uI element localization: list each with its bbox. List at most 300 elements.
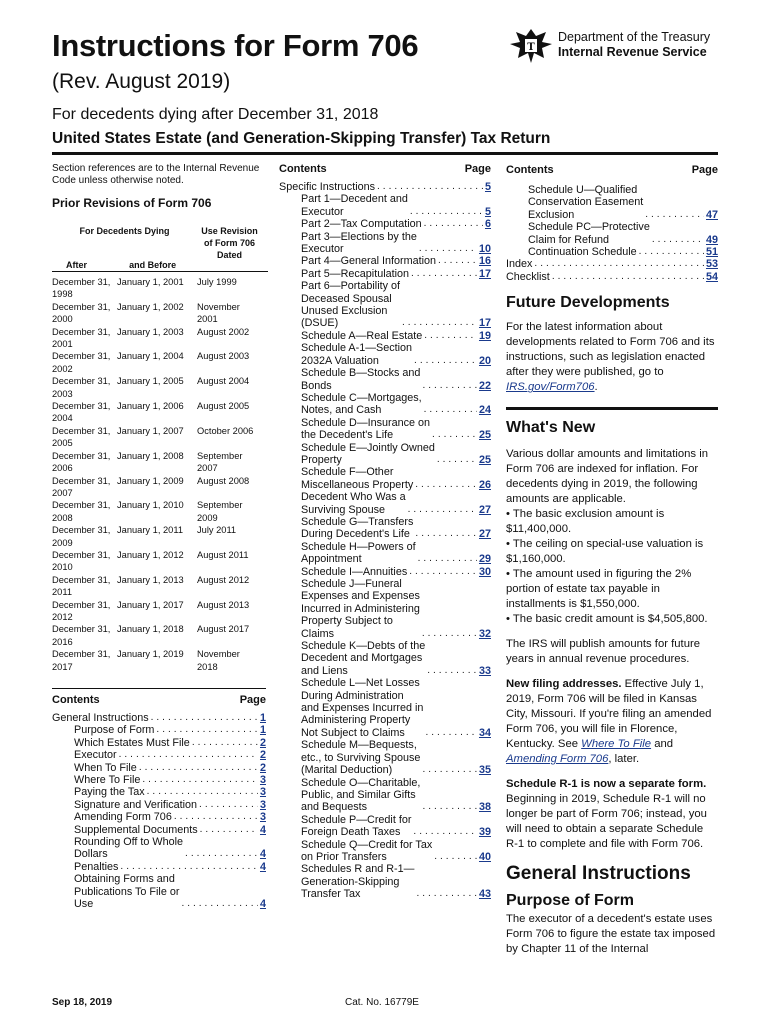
leader-dots <box>427 665 477 677</box>
leader-dots <box>415 528 477 540</box>
cell-before: January 1, 2001 <box>117 277 184 287</box>
toc-page-link[interactable]: 27 <box>478 528 491 541</box>
table-row <box>52 276 268 301</box>
toc-entry-label: Specific Instructions <box>279 181 376 193</box>
toc-entry[interactable] <box>506 221 718 246</box>
toc-entry[interactable] <box>279 491 491 516</box>
leader-dots <box>552 271 704 283</box>
table-row <box>52 574 268 599</box>
toc-entry-label: Schedule D—Insurance on the Decedent's Life <box>301 416 431 442</box>
toc-page-link[interactable]: 51 <box>705 246 718 259</box>
leader-dots <box>151 712 258 724</box>
toc-entry[interactable] <box>52 724 266 736</box>
cell-before: January 1, 2006 <box>117 401 184 412</box>
toc-entry-label: Schedule P—Credit for Foreign Death Taxes <box>301 813 412 839</box>
toc3-page-label: Page <box>691 164 718 176</box>
cell-use: October 2006 <box>197 425 254 436</box>
toc-entry-label: Supplemental Documents <box>74 823 198 836</box>
cell-after: December 31, 2008 <box>52 500 111 523</box>
toc-entry-label: Where To File <box>74 774 141 787</box>
toc-page-link[interactable]: 27 <box>478 503 491 516</box>
leader-dots <box>422 380 477 392</box>
col-before-header: and Before <box>129 260 177 270</box>
cell-after: December 31, 2017 <box>52 649 111 672</box>
toc1-contents-label: Contents <box>52 694 100 706</box>
cell-before: January 1, 2017 <box>117 599 184 610</box>
footer-date: Sep 18, 2019 <box>52 997 113 1008</box>
leader-dots <box>192 737 258 749</box>
header-rule <box>52 152 718 155</box>
form-subtitle: United States Estate (and Generation-Skipping Transfer) Tax Return <box>52 130 551 147</box>
cell-use: August 2005 <box>197 401 250 412</box>
cell-use: August 2003 <box>197 351 250 362</box>
toc-entry[interactable] <box>279 280 491 330</box>
contents-list-specific <box>279 163 491 901</box>
cell-after: December 31, 2016 <box>52 624 111 647</box>
leader-dots <box>413 826 477 838</box>
toc-entry-label: Signature and Verification <box>74 798 198 811</box>
toc-entry-label: Continuation Schedule <box>528 246 637 259</box>
cell-after: December 31, 2012 <box>52 599 111 622</box>
cell-after: December 31, 2010 <box>52 549 111 573</box>
toc-entry[interactable] <box>52 873 266 910</box>
leader-dots <box>434 851 477 863</box>
toc-entry-label: Schedule I—Annuities <box>301 565 408 578</box>
cell-after: December 31, 1998 <box>52 277 111 300</box>
toc-page-link[interactable]: 33 <box>478 664 491 677</box>
toc-page-link[interactable]: 49 <box>705 233 718 246</box>
toc-entry[interactable] <box>279 342 491 367</box>
table-row <box>52 350 268 375</box>
table-row <box>52 326 268 351</box>
toc-entry[interactable] <box>506 184 718 221</box>
cell-after: December 31, 2002 <box>52 351 111 374</box>
cell-after: December 31, 2005 <box>52 425 111 449</box>
cell-use: August 2004 <box>197 376 250 387</box>
toc-entry[interactable] <box>279 330 491 342</box>
table-row <box>52 475 268 500</box>
toc-page-link[interactable]: 6 <box>484 218 491 231</box>
toc-entry[interactable] <box>52 786 266 798</box>
cell-after: December 31, 2011 <box>52 574 111 598</box>
toc-entry[interactable] <box>52 811 266 823</box>
toc-entry[interactable] <box>506 271 718 283</box>
bullet-icon: • <box>506 538 513 551</box>
bullet-item <box>506 612 718 627</box>
whats-new-heading: What's New <box>506 419 596 437</box>
toc-entry[interactable] <box>279 392 491 417</box>
toc-entry[interactable] <box>279 578 491 640</box>
leader-dots <box>142 774 258 786</box>
bullet-text: The basic exclusion amount is $11,400,000. <box>506 508 665 536</box>
toc-page-link[interactable]: 2 <box>259 749 266 762</box>
revision-date: (Rev. August 2019) <box>52 70 231 93</box>
bullet-icon: • <box>506 613 513 626</box>
toc-entry[interactable] <box>279 566 491 578</box>
toc-page-link[interactable]: 26 <box>478 478 491 491</box>
toc-entry[interactable] <box>52 737 266 749</box>
toc-page-link[interactable]: 47 <box>705 208 718 221</box>
toc-entry-label: Part 2—Tax Computation <box>301 218 422 231</box>
toc-entry-label: Purpose of Form <box>74 724 155 737</box>
contents-list-general <box>52 694 266 911</box>
toc-entry[interactable] <box>279 466 491 491</box>
toc-entry-label: Schedule A-1—Section 2032A Valuation <box>301 342 413 367</box>
leader-dots <box>410 206 483 218</box>
toc-entry-label: Schedule PC—Protective Claim for Refund <box>528 221 650 246</box>
leader-dots <box>147 786 258 798</box>
bullet-item <box>506 567 718 612</box>
cell-before: January 1, 2011 <box>117 525 183 536</box>
cell-use: August 2012 <box>197 574 250 585</box>
toc-entry-label: Penalties <box>74 860 119 873</box>
leader-dots <box>411 268 477 280</box>
toc-entry-label: Rounding Off to Whole Dollars <box>74 836 184 861</box>
cell-use: August 2008 <box>197 475 250 486</box>
toc-page-link[interactable]: 3 <box>259 798 266 811</box>
revisions-table-header <box>52 225 268 272</box>
toc3-header <box>506 163 718 178</box>
toc-entry[interactable] <box>52 762 266 774</box>
toc-page-link[interactable]: 24 <box>478 404 491 417</box>
leader-dots <box>432 429 477 441</box>
agency-department: Department of the Treasury <box>558 30 711 44</box>
cell-after: December 31, 2006 <box>52 450 111 474</box>
leader-dots <box>200 824 258 836</box>
table-row <box>52 375 268 400</box>
toc-entry[interactable] <box>279 814 491 839</box>
toc-entry[interactable] <box>52 712 266 724</box>
cell-before: January 1, 2019 <box>117 649 184 660</box>
toc-page-link[interactable]: 43 <box>478 888 491 901</box>
toc-page-link[interactable]: 53 <box>705 258 718 271</box>
leader-dots <box>377 181 483 193</box>
cell-after: December 31, 2000 <box>52 301 111 325</box>
leader-dots <box>119 749 258 761</box>
toc-entry[interactable] <box>52 824 266 836</box>
leader-dots <box>181 898 258 910</box>
leader-dots <box>414 355 477 367</box>
toc-entry-label: Checklist <box>506 270 550 283</box>
toc-page-link[interactable]: 20 <box>478 354 491 367</box>
toc-page-link[interactable]: 2 <box>259 736 266 749</box>
toc-entry[interactable] <box>279 255 491 267</box>
table-row <box>52 425 268 450</box>
toc-entry[interactable] <box>52 836 266 861</box>
bullet-icon: • <box>506 568 513 581</box>
contents-list-continued <box>506 163 718 283</box>
toc-page-link[interactable]: 4 <box>259 860 266 873</box>
toc2-page-label: Page <box>464 163 491 175</box>
toc-entry-label: Schedule H—Powers of Appointment <box>301 540 416 566</box>
section-reference-note: Section references are to the Internal Revenue Code unless otherwise noted. <box>52 163 260 186</box>
leader-dots <box>185 848 258 860</box>
cell-before: January 1, 2007 <box>117 425 184 436</box>
cell-before: January 1, 2008 <box>117 450 184 461</box>
cell-use: September 2009 <box>197 500 243 523</box>
toc-entry-label: Schedule E—Jointly Owned Property <box>301 441 435 466</box>
toc-page-link[interactable]: 17 <box>478 267 491 280</box>
toc-entry-label: Schedule J—Funeral Expenses and Expenses Incurred in Administering Property Subject to Claims <box>301 578 420 640</box>
cell-use: August 2017 <box>197 624 250 635</box>
leader-dots <box>199 799 258 811</box>
leader-dots <box>416 888 477 900</box>
table-row <box>52 599 268 624</box>
toc-page-link[interactable]: 3 <box>259 774 266 787</box>
table-row <box>52 648 268 673</box>
leader-dots <box>534 258 704 270</box>
toc-entry[interactable] <box>279 193 491 218</box>
where-to-file-link[interactable]: Where To File <box>581 738 652 751</box>
toc-page-link[interactable]: 4 <box>259 823 266 836</box>
bullet-text: The amount used in figuring the 2% portion of estate tax payable in installments is $1,550,000. <box>506 568 692 611</box>
toc-entry[interactable] <box>279 839 491 864</box>
group-header: For Decedents Dying <box>79 226 170 236</box>
toc-entry-label: Schedules R and R-1— Generation-Skipping Transfer Tax <box>301 863 415 901</box>
svg-text:T: T <box>527 42 535 53</box>
bullet-text: The basic credit amount is $4,505,800. <box>512 613 708 626</box>
cell-after: December 31, 2007 <box>52 475 111 498</box>
table-row <box>52 549 268 574</box>
toc-entry-label: Decedent Who Was a Surviving Spouse <box>301 491 406 516</box>
bullet-item <box>506 537 718 567</box>
leader-dots <box>409 566 477 578</box>
toc-entry[interactable] <box>279 442 491 467</box>
leader-dots <box>639 246 704 258</box>
toc-page-link[interactable]: 5 <box>484 181 491 193</box>
toc-page-link[interactable]: 3 <box>259 786 266 799</box>
applicability-line: For decedents dying after December 31, 2018 <box>52 106 379 123</box>
toc3-contents-label: Contents <box>506 164 554 176</box>
table-row <box>52 400 268 425</box>
schedule-r1-note: Schedule R-1 is now a separate form. Beginning in 2019, Schedule R-1 will no longer be part of Form 706; instead, you will need to obtain a separate Schedule R-1 to complete and file with Form 706. <box>506 778 707 851</box>
leader-dots <box>139 762 258 774</box>
cell-before: January 1, 2005 <box>117 376 184 387</box>
toc-page-link[interactable]: 10 <box>478 243 491 256</box>
bullet-text: The ceiling on special-use valuation is $1,160,000. <box>506 538 704 566</box>
future-developments-text: For the latest information about developments related to Form 706 and its instructions, such as legislation enacted after they were published, go to IRS.gov/Form706. <box>506 321 715 394</box>
toc-entry-label: Schedule F—Other Miscellaneous Property <box>301 466 414 491</box>
publish-note: The IRS will publish amounts for future years in annual revenue procedures. <box>506 638 701 666</box>
purpose-heading: Purpose of Form <box>506 892 635 910</box>
cell-before: January 1, 2003 <box>117 326 184 337</box>
leader-dots <box>438 255 477 267</box>
toc-page-link[interactable]: 25 <box>478 429 491 442</box>
toc-page-link[interactable]: 30 <box>478 565 491 578</box>
toc-page-link[interactable]: 19 <box>478 329 491 342</box>
toc-entry-label: Part 5—Recapitulation <box>301 267 410 280</box>
prior-revisions-heading: Prior Revisions of Form 706 <box>52 196 212 210</box>
toc-entry[interactable] <box>279 181 491 193</box>
toc-page-link[interactable]: 1 <box>259 712 266 724</box>
irs-eagle-logo-icon <box>506 26 556 66</box>
leader-dots <box>424 218 483 230</box>
toc-entry[interactable] <box>279 777 491 814</box>
toc-entry-label: When To File <box>74 761 137 774</box>
toc-entry-label: Amending Form 706 <box>74 811 172 824</box>
leader-dots <box>408 504 477 516</box>
left-column <box>52 163 268 673</box>
cell-use: November 2018 <box>197 649 240 672</box>
leader-dots <box>120 861 258 873</box>
cell-use: September 2007 <box>197 450 243 474</box>
cell-before: January 1, 2013 <box>117 574 184 585</box>
toc-page-link[interactable]: 32 <box>478 627 491 640</box>
toc-entry-label: Schedule K—Debts of the Decedent and Mortgages and Liens <box>301 640 426 677</box>
cell-use: August 2011 <box>197 549 249 560</box>
cell-use: November 2001 <box>197 301 240 325</box>
toc-entry-label: Index <box>506 258 533 271</box>
table-row <box>52 524 268 549</box>
toc-entry-label: Paying the Tax <box>74 786 145 799</box>
toc-entry[interactable] <box>279 218 491 230</box>
leader-dots <box>174 811 258 823</box>
leader-dots <box>652 234 704 246</box>
cell-before: January 1, 2010 <box>117 500 184 511</box>
toc1-page-label: Page <box>239 694 266 706</box>
toc-entry[interactable] <box>279 640 491 677</box>
toc2-contents-label: Contents <box>279 163 327 175</box>
toc-entry-label: Schedule O—Charitable, Public, and Similar Gifts and Bequests <box>301 776 421 814</box>
general-instructions-heading: General Instructions <box>506 863 691 885</box>
cell-after: December 31, 2001 <box>52 326 111 350</box>
cell-before: January 1, 2002 <box>117 301 184 312</box>
toc-page-link[interactable]: 5 <box>484 205 491 218</box>
toc-entry-label: Part 4—General Information <box>301 255 437 268</box>
leader-dots <box>424 330 477 342</box>
leader-dots <box>422 628 477 640</box>
irs-form706-link[interactable]: IRS.gov/Form706 <box>506 381 595 394</box>
toc-page-link[interactable]: 29 <box>478 553 491 566</box>
toc-entry[interactable] <box>52 861 266 873</box>
bullet-icon: • <box>506 508 513 521</box>
toc-entry[interactable] <box>279 516 491 541</box>
document-title: Instructions for Form 706 <box>52 28 419 63</box>
toc-entry-label: Executor <box>74 749 117 762</box>
toc-entry-label: Part 6—Portability of Deceased Spousal Unused Exclusion (DSUE) <box>301 280 401 330</box>
toc-page-link[interactable]: 2 <box>259 761 266 774</box>
footer-catalog: Cat. No. 16779E <box>345 997 419 1008</box>
cell-after: December 31, 2004 <box>52 401 111 424</box>
toc-entry-label: Schedule B—Stocks and Bonds <box>301 367 421 392</box>
purpose-text: The executor of a decedent's estate uses Form 706 to figure the estate tax imposed by Chapter 11 of the Internal <box>506 913 716 956</box>
toc-entry-label: Schedule U—Qualified Conservation Easement Exclusion <box>528 184 644 221</box>
table-row <box>52 499 268 524</box>
leader-dots <box>422 764 477 776</box>
toc-entry-label: Schedule G—Transfers During Decedent's Life <box>301 515 414 541</box>
toc-entry[interactable] <box>279 677 491 739</box>
toc-entry[interactable] <box>52 749 266 761</box>
leader-dots <box>424 404 477 416</box>
col-after-header: After <box>66 260 88 270</box>
toc-page-link[interactable]: 1 <box>259 724 266 737</box>
whats-new-intro: Various dollar amounts and limitations in Form 706 are indexed for inflation. For decedents dying in 2019, the following amounts are applicable. <box>506 448 708 506</box>
cell-before: January 1, 2009 <box>117 475 184 486</box>
cell-after: December 31, 2003 <box>52 376 111 399</box>
toc-page-link[interactable]: 4 <box>259 848 266 861</box>
cell-before: January 1, 2012 <box>117 549 184 560</box>
toc-entry-label: Part 1—Decedent and Executor <box>301 193 408 218</box>
toc-entry-label: Schedule A—Real Estate <box>301 329 423 342</box>
toc-entry[interactable] <box>279 739 491 776</box>
toc-entry[interactable] <box>279 863 491 900</box>
agency-block <box>558 30 710 60</box>
cell-use: July 2011 <box>197 525 237 536</box>
leader-dots <box>419 243 477 255</box>
toc-page-link[interactable]: 4 <box>259 898 266 911</box>
amending-form-link[interactable]: Amending Form 706 <box>506 753 609 766</box>
toc-page-link[interactable]: 17 <box>478 317 491 330</box>
toc-entry[interactable] <box>279 268 491 280</box>
leader-dots <box>402 317 477 329</box>
toc-entry[interactable] <box>279 367 491 392</box>
leader-dots <box>437 454 477 466</box>
bullet-item <box>506 507 718 537</box>
toc-entry[interactable] <box>279 417 491 442</box>
new-filing-addresses: New filing addresses. Effective July 1, 2019, Form 706 will be filed in Kansas City, Missouri. If you're filing an amended Form 706, you will file in Florence, Kentucky. See Where To File and Amending Form 706, later. <box>506 678 712 766</box>
toc1-header <box>52 694 266 706</box>
cell-use: August 2002 <box>197 326 250 337</box>
toc-page-link[interactable]: 34 <box>478 726 491 739</box>
toc-entry[interactable] <box>52 799 266 811</box>
cell-use: August 2013 <box>197 599 250 610</box>
table-row <box>52 450 268 475</box>
right-column <box>506 163 718 957</box>
toc-entry-label: Schedule L—Net Losses During Administration and Expenses Incurred in Administering Property Not Subject to Claims <box>301 677 424 739</box>
toc-entry-label: Schedule Q—Credit for Tax on Prior Transfers <box>301 838 433 863</box>
leader-dots <box>418 553 477 565</box>
toc-entry-label: Schedule C—Mortgages, Notes, and Cash <box>301 391 422 417</box>
toc-entry[interactable] <box>52 774 266 786</box>
toc-page-link[interactable]: 54 <box>705 270 718 283</box>
future-developments-heading: Future Developments <box>506 294 670 312</box>
cell-use: July 1999 <box>197 277 237 287</box>
cell-before: January 1, 2018 <box>117 624 184 635</box>
toc-page-link[interactable]: 40 <box>478 850 491 863</box>
table-row <box>52 623 268 648</box>
toc-entry-label: Obtaining Forms and Publications To File or Use <box>74 873 180 911</box>
toc-page-link[interactable]: 16 <box>478 255 491 268</box>
toc-page-link[interactable]: 3 <box>259 811 266 824</box>
toc-entry[interactable] <box>506 246 718 258</box>
toc-entry-label: Schedule M—Bequests, etc., to Surviving Spouse (Marital Deduction) <box>301 739 421 777</box>
leader-dots <box>645 209 704 221</box>
leader-dots <box>415 479 477 491</box>
toc-entry-label: Which Estates Must File <box>74 736 190 749</box>
whats-new-bullets <box>506 507 718 627</box>
toc1-rule <box>52 688 266 689</box>
table-row <box>52 301 268 326</box>
toc-page-link[interactable]: 25 <box>478 453 491 466</box>
section-rule <box>506 407 718 410</box>
toc-page-link[interactable]: 38 <box>478 801 491 814</box>
toc-entry[interactable] <box>279 231 491 256</box>
toc-entry-label: General Instructions <box>52 712 149 724</box>
leader-dots <box>422 801 477 813</box>
cell-before: January 1, 2004 <box>117 351 184 362</box>
agency-service: Internal Revenue Service <box>558 45 707 59</box>
toc-entry[interactable] <box>279 541 491 566</box>
revisions-table-body <box>52 276 268 673</box>
toc-entry[interactable] <box>506 258 718 270</box>
toc2-header <box>279 163 491 175</box>
leader-dots <box>425 727 477 739</box>
toc-page-link[interactable]: 39 <box>478 826 491 839</box>
toc-page-link[interactable]: 35 <box>478 764 491 777</box>
leader-dots <box>156 724 258 736</box>
toc-entry-label: Part 3—Elections by the Executor <box>301 230 417 256</box>
toc-page-link[interactable]: 22 <box>478 379 491 392</box>
